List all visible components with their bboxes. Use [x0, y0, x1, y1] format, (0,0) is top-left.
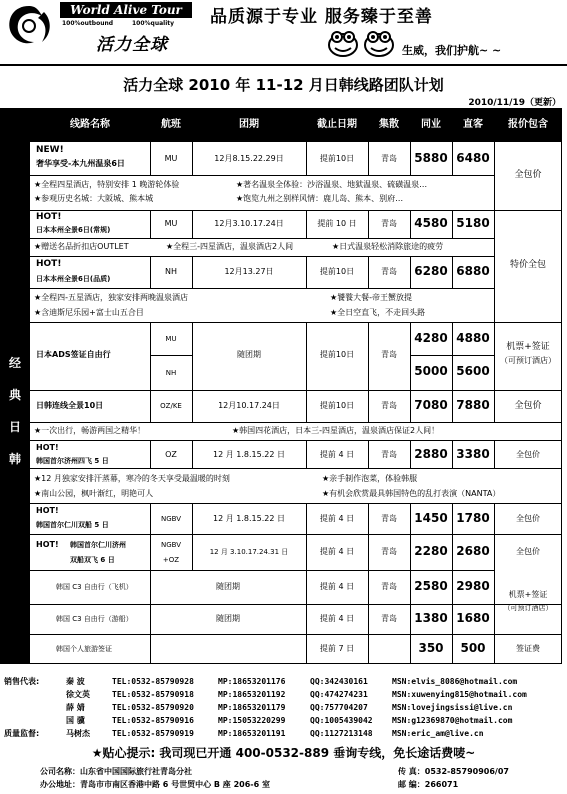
grid-line — [30, 322, 562, 323]
contact-qq: QQ:1127213148 — [310, 729, 373, 738]
feature-item: ★参观历史名城：大阪城、熊本城 — [34, 194, 154, 203]
contact-qq: QQ:474274231 — [310, 690, 368, 699]
contact-qq: QQ:342430161 — [310, 677, 368, 686]
route-name: 双船双飞 6 日 — [70, 556, 115, 564]
feature-item: ★赠送名品折扣店OUTLET — [34, 242, 129, 251]
direct-price: 2680 — [456, 544, 490, 558]
contact-mobile: MP:18653201192 — [218, 690, 286, 699]
grid-line — [30, 390, 562, 391]
price-includes: 机票+签证 — [506, 342, 550, 352]
column-header-flight: 航班 — [161, 119, 181, 130]
direct-price: 1780 — [456, 511, 490, 525]
feature-item: ★12 月独家安排汗蒸幕，寒冷的冬天享受最温暖的时刻 — [34, 474, 230, 483]
feature-item: ★全程四-五星酒店，独家安排两晚温泉酒店 — [34, 293, 189, 302]
company-name: 公司名称：山东省中国国际旅行社青岛分社 — [40, 767, 192, 776]
route-badge: HOT! — [36, 212, 62, 222]
direct-price: 7880 — [456, 398, 490, 412]
feature-item: ★亲手制作泡菜，体验韩服 — [322, 474, 418, 483]
update-date: 2010/11/19（更新） — [468, 98, 561, 108]
flight-code: NH — [165, 267, 177, 276]
grid-line — [150, 355, 192, 356]
feature-item: ★有机会欣赏最具韩国特色的乱打表演（NANTA） — [322, 489, 501, 498]
route-name: 韩国首尔济州四飞 5 日 — [36, 457, 109, 465]
brand-english: World Alive Tour — [60, 2, 192, 18]
direct-price: 5180 — [456, 216, 490, 230]
direct-price: 6480 — [456, 151, 490, 165]
brand-chinese: 活力全球 — [96, 35, 168, 55]
table-header — [0, 108, 562, 142]
flight-code: NH — [165, 369, 177, 377]
route-name: 日韩连线全景10日 — [36, 401, 104, 410]
direct-price: 500 — [460, 641, 486, 655]
route-name: 日本ADS签证自由行 — [36, 350, 111, 359]
contact-name: 秦 波 — [66, 677, 85, 686]
tour-dates: 随团期 — [216, 614, 240, 623]
contact-mobile: MP:18653201179 — [218, 703, 286, 712]
grid-line — [30, 503, 562, 504]
feature-item: ★南山公园，枫叶渐红，明艳可人 — [34, 489, 154, 498]
tour-dates: 12 月 3.10.17.24.31 日 — [209, 548, 289, 556]
feature-item: ★全程四星酒店，特别安排 1 晚游轮体验 — [34, 180, 180, 189]
trade-price: 1450 — [414, 511, 448, 525]
tagline-outbound: 100%outbound — [62, 20, 114, 27]
contact-msn: MSN:eric_am@live.cn — [392, 729, 484, 738]
price-includes: 特价全包 — [509, 260, 546, 270]
price-includes: 全包价 — [514, 401, 542, 411]
feature-item: ★饱览九州之别样风情：鹿儿岛、熊本、别府… — [236, 194, 404, 203]
deadline: 提前 4 日 — [319, 614, 355, 623]
contact-tel: TEL:0532-85790919 — [112, 729, 194, 738]
grid-line — [30, 604, 562, 605]
deadline: 提前 4 日 — [319, 547, 355, 556]
trade-price: 5880 — [414, 151, 448, 165]
route-name: 韩国 C3 自由行（飞机） — [56, 583, 133, 591]
route-badge: HOT! — [36, 540, 59, 549]
column-header-deadline: 截止日期 — [317, 119, 357, 130]
tour-dates: 12月8.15.22.29日 — [214, 154, 284, 163]
tour-dates: 随团期 — [216, 582, 240, 591]
tour-dates: 随团期 — [237, 350, 261, 359]
contact-mobile: MP:15053220299 — [218, 716, 286, 725]
tour-dates: 12月3.10.17.24日 — [214, 219, 284, 228]
price-includes: 签证费 — [516, 644, 540, 653]
route-name: 韩国个人旅游签证 — [56, 645, 112, 653]
grid-line — [494, 503, 495, 664]
price-includes: 全包价 — [516, 547, 540, 556]
flight-code: NGBV — [160, 541, 182, 549]
trade-price: 2880 — [414, 447, 448, 461]
flight-code: MU — [164, 154, 178, 163]
mascot-icon — [362, 28, 396, 58]
grid-line — [30, 210, 562, 211]
grid-line — [30, 288, 494, 289]
tour-dates: 12月13.27日 — [224, 267, 274, 276]
price-includes: 机票+签证 — [508, 590, 548, 599]
flight-code: OZ/KE — [160, 402, 182, 410]
contact-name: 徐文英 — [66, 690, 90, 699]
route-badge: HOT! — [36, 506, 59, 515]
feature-item: ★全程三-四星酒店，温泉酒店2人间 — [166, 242, 294, 251]
column-header-direct: 直客 — [463, 119, 483, 130]
guard-text: 生威，我们护航~ ~ — [402, 44, 502, 57]
hub-city: 青岛 — [381, 219, 397, 228]
contact-msn: MSN:xuwenying815@hotmail.com — [392, 690, 527, 699]
direct-price: 5600 — [456, 364, 490, 378]
contact-name: 马树杰 — [66, 729, 90, 738]
contact-msn: MSN:elvis_8086@hotmail.com — [392, 677, 518, 686]
deadline: 提前10日 — [319, 154, 355, 163]
contact-tel: TEL:0532-85790918 — [112, 690, 194, 699]
route-name: 韩国首尔仁川济州 — [70, 541, 126, 549]
deadline: 提前10日 — [319, 267, 355, 276]
contact-qq: QQ:757704207 — [310, 703, 368, 712]
price-includes: 全包价 — [516, 514, 540, 523]
sales-label: 销售代表: — [4, 677, 40, 686]
flight-code: +OZ — [162, 556, 180, 564]
trade-price: 5000 — [414, 364, 448, 378]
deadline: 提前10日 — [319, 401, 355, 410]
hub-city: 青岛 — [381, 582, 397, 591]
feature-item: ★著名温泉全体验：沙浴温泉、地狱温泉、硫磺温泉… — [236, 180, 428, 189]
price-includes: （可预订酒店） — [503, 604, 553, 612]
direct-price: 1680 — [456, 611, 490, 625]
swirl-logo-icon — [4, 2, 54, 48]
zip-code: 邮 编：266071 — [398, 780, 459, 789]
hub-city: 青岛 — [381, 267, 397, 276]
route-name: 奢华享受-本九州温泉6日 — [36, 159, 125, 168]
contact-mobile: MP:18653201191 — [218, 729, 286, 738]
tour-dates: 12 月 1.8.15.22 日 — [213, 514, 285, 523]
hub-city: 青岛 — [381, 514, 397, 523]
trade-price: 2580 — [414, 579, 448, 593]
contact-msn: MSN:g12369870@hotmail.com — [392, 716, 513, 725]
hub-city: 青岛 — [381, 614, 397, 623]
flight-code: NGBV — [160, 515, 182, 523]
slogan: 品质源于专业 服务臻于至善 — [210, 7, 433, 27]
grid-line — [30, 534, 562, 535]
contact-tel: TEL:0532-85790916 — [112, 716, 194, 725]
trade-price: 2280 — [414, 544, 448, 558]
feature-item: ★一次出行，畅游两国之精华！ — [34, 426, 146, 435]
tour-dates: 12 月 1.8.15.22 日 — [213, 450, 285, 459]
trade-price: 1380 — [414, 611, 448, 625]
feature-item: ★日式温泉轻松消除旅途的疲劳 — [332, 242, 444, 251]
grid-line — [30, 570, 494, 571]
hub-city: 青岛 — [381, 547, 397, 556]
price-includes: （可预订酒店） — [500, 356, 556, 365]
hub-city: 青岛 — [381, 401, 397, 410]
category-side-label — [0, 142, 30, 664]
deadline: 提前10日 — [319, 350, 355, 359]
price-includes: 全包价 — [516, 450, 540, 459]
contact-qq: QQ:1005439042 — [310, 716, 373, 725]
flight-code: MU — [164, 219, 178, 228]
grid-line — [30, 256, 494, 257]
feature-item: ★含迪斯尼乐园+富士山五合目 — [34, 308, 144, 317]
flight-code: MU — [165, 335, 177, 343]
column-header-hub: 集散 — [379, 119, 399, 130]
direct-price: 3380 — [456, 447, 490, 461]
route-badge: HOT! — [36, 259, 62, 269]
feature-item: ★韩国四花酒店，日本三-四星酒店，温泉酒店保证2人间！ — [232, 426, 440, 435]
contact-mobile: MP:18653201176 — [218, 677, 286, 686]
grid-line — [30, 468, 562, 469]
deadline: 提前 4 日 — [319, 450, 355, 459]
feature-item: ★全日空直飞，不走回头路 — [330, 308, 426, 317]
mascot-icon — [326, 28, 360, 58]
direct-price: 2980 — [456, 579, 490, 593]
feature-item: ★饕餮大餐-帝王蟹放提 — [330, 293, 413, 302]
tagline-quality: 100%quality — [132, 20, 175, 27]
column-header-trade: 同业 — [421, 119, 441, 130]
side-label-char: 韩 — [8, 452, 21, 466]
column-header-includes: 报价包含 — [508, 119, 548, 130]
divider — [0, 64, 567, 66]
side-label-char: 经 — [8, 356, 21, 370]
company-address: 办公地址：青岛市市南区香港中路 6 号世贸中心 B 座 206-6 室 — [40, 780, 270, 789]
contact-name: 国 骥 — [66, 716, 85, 725]
quality-label: 质量监督: — [4, 729, 40, 738]
grid-line — [494, 142, 495, 322]
grid-line — [30, 422, 562, 423]
route-name: 韩国 C3 自由行（游船） — [56, 615, 133, 623]
trade-price: 4580 — [414, 216, 448, 230]
contact-tel: TEL:0532-85790928 — [112, 677, 194, 686]
flight-code: OZ — [165, 450, 177, 459]
trade-price: 6280 — [414, 264, 448, 278]
route-name: 日本本州全景6日(常规) — [36, 226, 111, 234]
hub-city: 青岛 — [381, 350, 397, 359]
trade-price: 350 — [418, 641, 444, 655]
route-badge: NEW! — [36, 145, 64, 155]
contact-tel: TEL:0532-85790920 — [112, 703, 194, 712]
company-logo — [0, 0, 195, 58]
side-label-char: 日 — [8, 420, 21, 434]
route-badge: HOT! — [36, 443, 59, 452]
hub-city: 青岛 — [381, 154, 397, 163]
grid-line — [30, 634, 562, 635]
grid-line — [30, 175, 494, 176]
hotline-notice: ★贴心提示: 我司现已开通 400-0532-889 垂询专线，免长途话费唛~ — [91, 746, 476, 760]
contact-name: 薛 婧 — [66, 703, 85, 712]
column-header-dates: 团期 — [239, 119, 259, 130]
direct-price: 4880 — [456, 331, 490, 345]
deadline: 提前 4 日 — [319, 514, 355, 523]
hub-city: 青岛 — [381, 450, 397, 459]
grid-line — [30, 238, 494, 239]
fax-number: 传 真：0532-85790906/07 — [398, 767, 509, 776]
deadline: 提前 4 日 — [319, 582, 355, 591]
route-name: 韩国首尔仁川双船 5 日 — [36, 521, 109, 529]
deadline: 提前 10 日 — [317, 219, 357, 228]
route-name: 日本本州全景6日(品质) — [36, 275, 111, 283]
trade-price: 4280 — [414, 331, 448, 345]
price-includes: 全包价 — [514, 170, 542, 180]
trade-price: 7080 — [414, 398, 448, 412]
page-title: 活力全球 2010 年 11-12 月日韩线路团队计划 — [123, 76, 444, 94]
column-header-route: 线路名称 — [70, 119, 110, 130]
direct-price: 6880 — [456, 264, 490, 278]
contact-msn: MSN:lovejingsissi@live.cn — [392, 703, 513, 712]
tour-dates: 12月10.17.24日 — [218, 401, 280, 410]
grid-line — [30, 440, 562, 441]
deadline: 提前 7 日 — [319, 644, 355, 653]
side-label-char: 典 — [8, 388, 21, 402]
